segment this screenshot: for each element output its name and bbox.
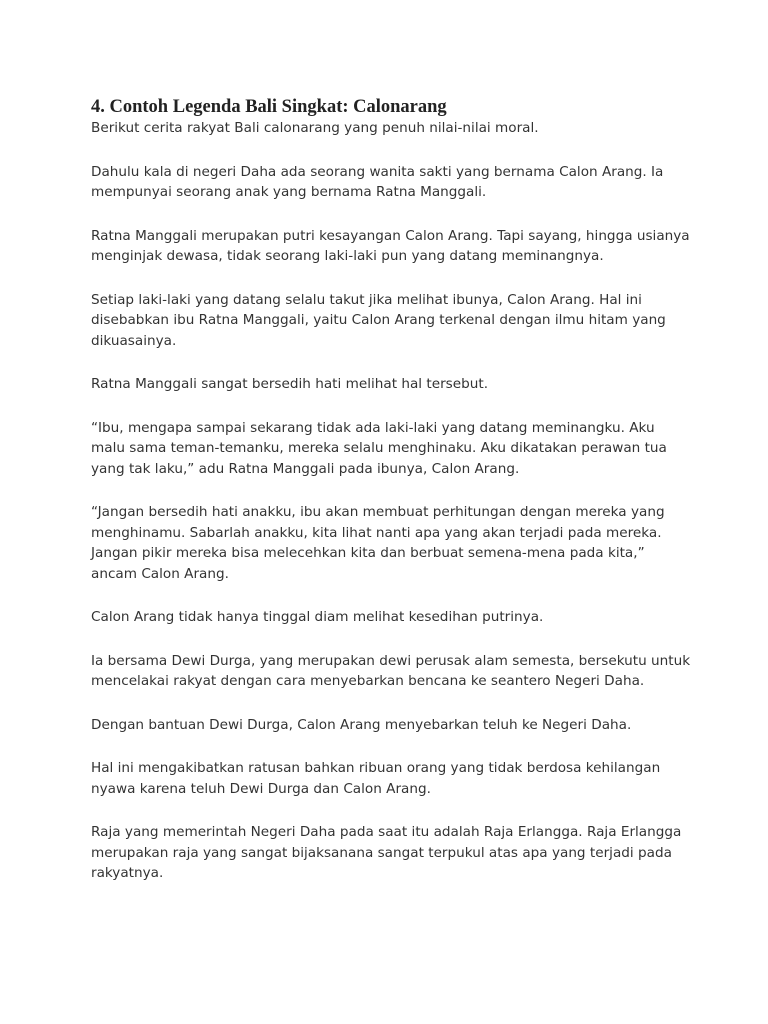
paragraph: Ia bersama Dewi Durga, yang merupakan dewi perusak alam semesta, bersekutu untuk mencelakai rakyat dengan cara menyebarkan bencana ke seantero Negeri Daha.	[91, 652, 691, 689]
paragraph: Raja yang memerintah Negeri Daha pada saat itu adalah Raja Erlangga. Raja Erlangga merupakan raja yang sangat bijaksanana sangat terpukul atas apa yang terjadi pada rakyatnya.	[91, 824, 682, 881]
paragraph: Dengan bantuan Dewi Durga, Calon Arang menyebarkan teluh ke Negeri Daha.	[91, 716, 632, 733]
paragraph: Ratna Manggali merupakan putri kesayangan Calon Arang. Tapi sayang, hingga usianya menginjak dewasa, tidak seorang laki-laki pun yang datang meminangnya.	[91, 227, 690, 264]
paragraph: Ratna Manggali sangat bersedih hati melihat hal tersebut.	[91, 376, 489, 392]
article-heading: 4. Contoh Legenda Bali Singkat: Calonarang	[91, 97, 447, 117]
paragraph: Dahulu kala di negeri Daha ada seorang wanita sakti yang bernama Calon Arang. Ia mempunyai seorang anak yang bernama Ratna Manggali.	[91, 163, 664, 200]
paragraph: Hal ini mengakibatkan ratusan bahkan ribuan orang yang tidak berdosa kehilangan nyawa karena teluh Dewi Durga dan Calon Arang.	[91, 760, 661, 797]
document-page	[91, 96, 691, 907]
paragraph-intro: Berikut cerita rakyat Bali calonarang yang penuh nilai-nilai moral.	[91, 120, 539, 136]
paragraph: “Ibu, mengapa sampai sekarang tidak ada laki-laki yang datang meminangku. Aku malu sama teman-temanku, mereka selalu menghinaku. Aku dikatakan perawan tua yang tak laku,” adu Ratna Manggali pada ibunya, Calon Arang.	[91, 419, 667, 477]
paragraph: Setiap laki-laki yang datang selalu takut jika melihat ibunya, Calon Arang. Hal ini disebabkan ibu Ratna Manggali, yaitu Calon Arang terkenal dengan ilmu hitam yang dikuasainya.	[91, 291, 666, 349]
paragraph: “Jangan bersedih hati anakku, ibu akan membuat perhitungan dengan mereka yang menghinamu. Sabarlah anakku, kita lihat nanti apa yang akan terjadi pada mereka. Jangan pikir mereka bisa melecehkan kita dan berbuat semena-mena pada kita,” ancam Calon Arang.	[91, 504, 665, 582]
paragraph: Calon Arang tidak hanya tinggal diam melihat kesedihan putrinya.	[91, 609, 544, 625]
